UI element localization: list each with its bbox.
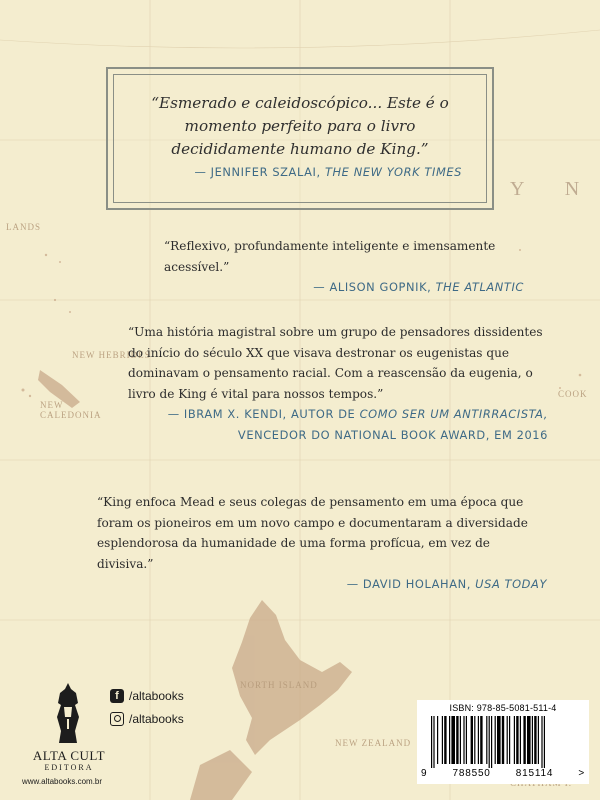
publisher-name: ALTA CULT [32,748,106,763]
map-label-new-zealand: NEW ZEALAND [335,738,412,748]
barcode-bar [534,716,536,764]
map-label-north-island: NORTH ISLAND [240,680,318,690]
barcode-digit-group1: 788550 [452,768,491,779]
barcode-bar [463,716,464,764]
map-label-new-caledonia: NEW CALEDONIA [40,400,102,420]
new-zealand-north-island-shape [232,600,352,755]
barcode-bar [495,716,496,764]
map-label-large-letters: Y N [510,178,598,200]
barcode-digit-group2: 815114 [515,768,554,779]
barcode-bar [460,716,461,764]
barcode-bar [442,716,443,764]
instagram-handle: /altabooks [129,711,184,726]
facebook-link[interactable] [110,686,184,705]
barcode-bar [480,716,482,764]
review-author-work: COMO SER UM ANTIRRACISTA, [359,407,548,421]
new-zealand-south-island-shape [190,750,252,800]
facebook-icon: f [110,689,124,703]
barcode-bar [474,716,475,764]
barcode-bar [456,716,458,764]
review-author: — DAVID HOLAHAN, [346,577,476,591]
review-kendi [128,322,548,445]
featured-review-frame [106,67,494,210]
featured-review-attribution [194,165,462,179]
review-attribution [97,574,547,595]
review-attribution-award: VENCEDOR DO NATIONAL BOOK AWARD, EM 2016 [237,427,548,442]
barcode-bar [486,716,487,764]
map-label-cook: COOK [558,389,588,399]
barcode-bar [466,716,467,764]
map-label-lands: LANDS [6,222,42,232]
review-source: THE ATLANTIC [435,280,524,294]
barcode-bar [523,716,525,764]
barcode-bar [478,716,479,764]
barcode-bar [497,716,501,764]
review-author: — IBRAM X. KENDI, AUTOR DE [167,407,360,421]
instagram-link[interactable] [110,709,184,728]
barcode-bar [541,716,542,768]
barcode-bar [516,716,518,764]
isbn-text: ISBN: 978-85-5081-511-4 [449,703,557,713]
review-holahan [97,492,547,595]
barcode-bar [444,716,446,764]
barcode-bar [544,716,545,768]
isbn-barcode [417,700,589,784]
review-quote: “King enfoca Mead e seus colegas de pensamento em uma época que foram os pioneiros em um novo campo e documentaram a diversidade esplendorosa da humanidade de uma forma profícua, em vez de divisiva.” [97,495,528,571]
barcode-bar [509,716,510,764]
barcode-bar [471,716,473,764]
review-gopnik [164,236,524,298]
review-quote: “Reflexivo, profundamente inteligente e imensamente acessível.” [164,239,496,274]
barcode-bar [538,716,539,764]
barcode-bar [431,716,432,768]
review-attribution [128,404,548,425]
publisher-imprint: EDITORA [44,763,94,772]
barcode-bar [502,716,504,764]
spartan-helmet-icon [55,683,81,745]
barcode-bar [449,716,450,764]
featured-review-quote: “Esmerado e caleidoscópico... Este é o momento perfeito para o livro decididamente humano de King.” [151,94,449,158]
barcode-digit-lead: 9 [421,768,428,779]
facebook-handle: /altabooks [129,688,184,703]
barcode-bars [427,716,579,768]
barcode-bar [437,716,438,764]
barcode-bar [433,716,434,768]
barcode-arrow: > [578,768,585,779]
barcode-bar [532,716,533,764]
instagram-icon [110,712,124,726]
featured-review-source: THE NEW YORK TIMES [324,165,462,179]
review-source: USA TODAY [475,577,547,591]
featured-review-author: — JENNIFER SZALAI, [194,165,325,179]
social-links [110,686,184,732]
map-label-new-hebrides: NEW HEBRIDES [72,350,151,360]
barcode-bar [527,716,531,764]
barcode-bar [514,716,515,764]
review-quote: “Uma história magistral sobre um grupo de pensadores dissidentes do início do século XX que visava destronar os eugenistas que dominavam o pensamento racial. Com a reascensão da eugenia, o livro de King é vital para nossos tempos.” [128,325,543,401]
barcode-bar [507,716,508,764]
barcode-bar [489,716,490,768]
publisher-url[interactable]: www.altabooks.com.br [22,777,103,786]
review-author: — ALISON GOPNIK, [313,280,436,294]
review-attribution [164,277,524,298]
barcode-bar [491,716,492,768]
barcode-digits [421,768,585,779]
barcode-bar [451,716,455,764]
barcode-bar [520,716,521,764]
